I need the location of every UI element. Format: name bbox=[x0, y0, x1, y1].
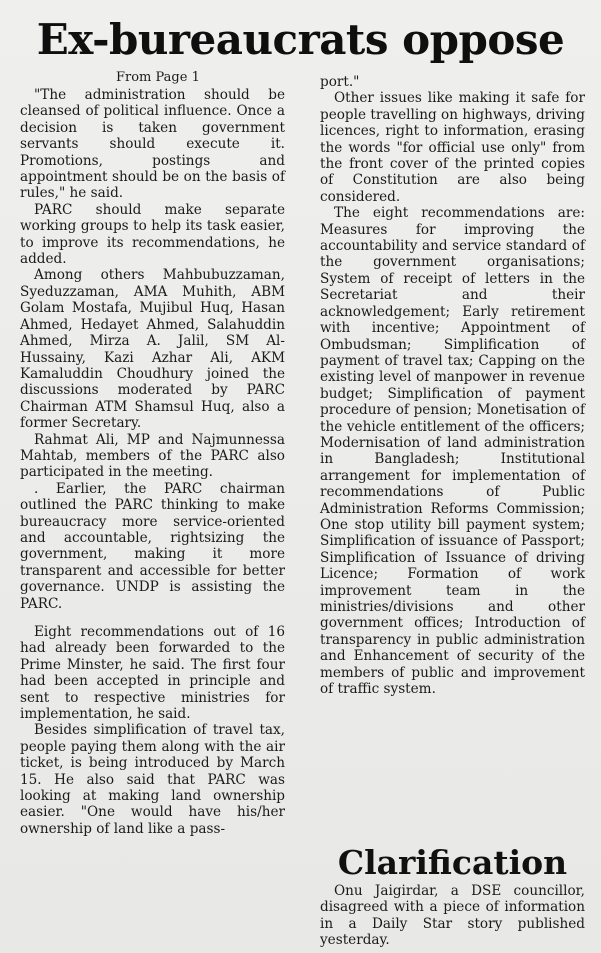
paragraph: Besides simplification of travel tax, people paying them along with the air ticket, is being introduced by March 15. He also said that PARC was looking at making land ownership easier. "One would have his/her ownership of land like a pass- bbox=[20, 722, 285, 837]
paragraph: . Earlier, the PARC chairman outlined the PARC thinking to make bureaucracy more service-oriented and accountable, rightsizing the government, making it more transparent and accessible for better governance. UNDP is assisting the PARC. bbox=[20, 480, 285, 612]
paragraph: "The administration should be cleansed of political influence. Once a decision is taken government servants should execute it. Promotions, postings and appointment should be on the basis of rules," he said. bbox=[20, 87, 285, 202]
paragraph: Among others Mahbubuzzaman, Syeduzzaman, AMA Muhith, ABM Golam Mostafa, Mujibul Huq, Hasan Ahmed, Hedayet Ahmed, Salahuddin Ahmed, Mirza A. Jalil, SM Al-Hussainy, Kazi Azhar Ali, AKM Kamaluddin Choudhury joined the discussions moderated by PARC Chairman ATM Shamsul Huq, also a former Secretary. bbox=[20, 267, 285, 432]
paragraph: port." bbox=[320, 74, 360, 90]
paragraph: Rahmat Ali, MP and Najmunnessa Mahtab, members of the PARC also participated in the meeting. bbox=[20, 431, 285, 481]
left-column bbox=[20, 70, 285, 837]
clarification-column bbox=[320, 883, 585, 949]
paragraph: Onu Jaigirdar, a DSE councillor, disagreed with a piece of information in a Daily Star story published yesterday. bbox=[320, 883, 585, 949]
paragraph: The eight recommendations are: Measures for improving the accountability and service standard of the government organisations; System of receipt of letters in the Secretariat and their acknowledgement; Early retirement with incentive; Appointment of Ombudsman; Simplification of payment of travel tax; Capping on the existing level of manpower in revenue budget; Simplification of payment procedure of pension; Monetisation of the vehicle entitlement of the officers; Modernisation of land administration in Bangladesh; Institutional arrangement for implementation of recommendations of Public Administration Reforms Commission; One stop utility bill payment system; Simplification of issuance of Passport; Simplification of Issuance of driving Licence; Formation of work improvement team in the ministries/divisions and other government offices; Introduction of transparency in public administration and Enhancement of security of the members of public and improvement of traffic system. bbox=[320, 205, 585, 698]
jump-line: From Page 1 bbox=[116, 70, 200, 85]
headline: Ex-bureaucrats oppose bbox=[36, 15, 565, 64]
right-column bbox=[320, 74, 585, 697]
clarification-heading: Clarification bbox=[337, 843, 568, 882]
paragraph: Other issues like making it safe for people travelling on highways, driving licences, right to information, erasing the words "for official use only" from the front cover of the printed copies of Constitution are also being considered. bbox=[320, 90, 585, 205]
paragraph: PARC should make separate working groups to help its task easier, to improve its recommendations, he added. bbox=[20, 201, 285, 268]
paragraph: Eight recommendations out of 16 had already been forwarded to the Prime Minster, he said. The first four had been accepted in principle and sent to respective ministries for implementation, he said. bbox=[20, 624, 285, 723]
